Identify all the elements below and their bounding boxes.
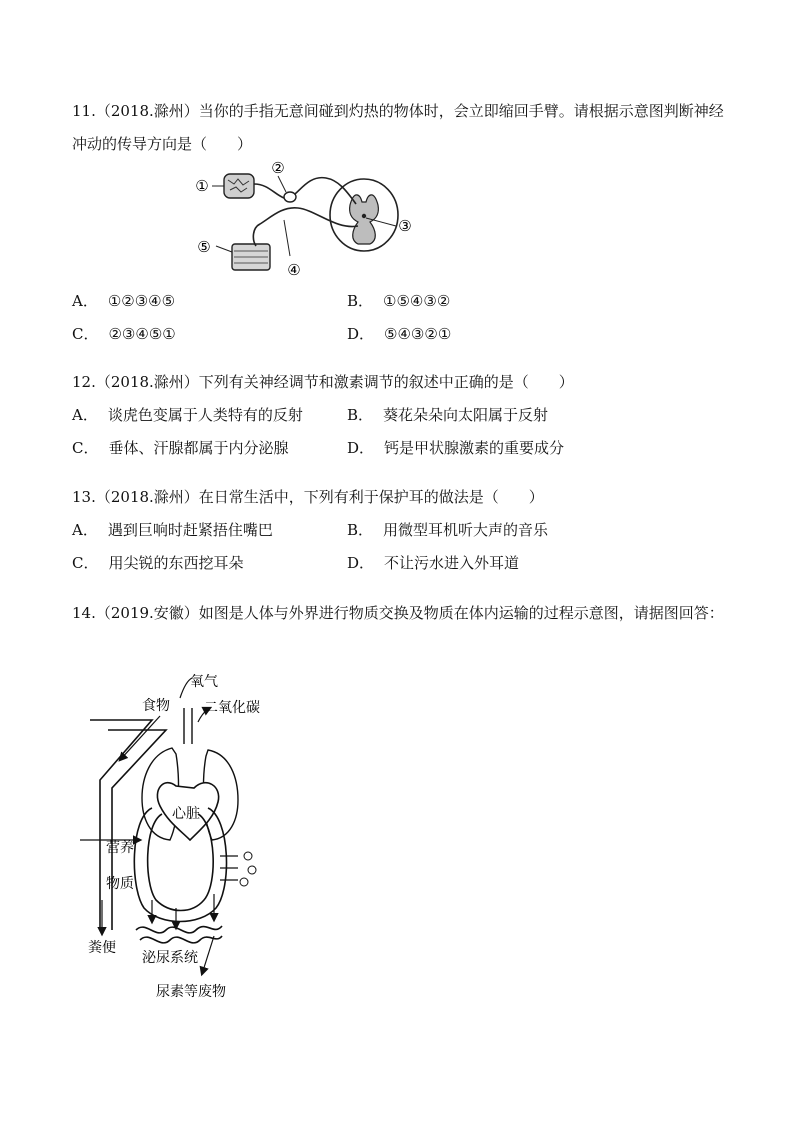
digestive-tract-outer [90,720,152,930]
option-b[interactable]: B． 葵花朵朵向太阳属于反射 [347,406,549,424]
ganglion [284,192,296,202]
question-12-stem: 12.（2018.滁州）下列有关神经调节和激素调节的叙述中正确的是（ ） [72,373,574,391]
question-13-stem: 13.（2018.滁州）在日常生活中，下列有利于保护耳的做法是（ ） [72,488,544,506]
label-4: ④ [287,261,301,279]
question-11 [72,95,732,161]
label-food: 食物 [142,698,170,714]
receptor-skin [224,174,254,198]
question-14-stem: 14.（2019.安徽）如图是人体与外界进行物质交换及物质在体内运输的过程示意图，请据图回答： [72,604,724,622]
circulation-figure [80,668,280,1008]
option-c[interactable]: C． 用尖锐的东西挖耳朵 [72,554,244,572]
option-b[interactable]: B． 用微型耳机听大声的音乐 [347,521,549,539]
label-5: ⑤ [197,238,211,256]
option-c[interactable]: C． 垂体、汗腺都属于内分泌腺 [72,439,289,457]
label-1: ① [195,177,209,195]
label-nutrient-1: 营养 [106,840,134,856]
label-co2: 二氧化碳 [204,700,260,716]
option-d[interactable]: D． ⑤④③②① [347,325,452,343]
urinary-tube [136,926,222,933]
option-b[interactable]: B． ①⑤④③② [347,292,451,310]
question-11-options [72,285,732,351]
option-d[interactable]: D． 钙是甲状腺激素的重要成分 [347,439,565,457]
option-a[interactable]: A． ①②③④⑤ [72,292,176,310]
label-urinary: 泌尿系统 [142,950,198,966]
option-a[interactable]: A． 遇到巨响时赶紧捂住嘴巴 [72,521,273,539]
question-13 [72,481,732,580]
reflex-arc-figure [186,160,420,284]
label-waste: 尿素等废物 [156,984,226,1000]
label-3: ③ [398,217,412,235]
option-c[interactable]: C． ②③④⑤① [72,325,176,343]
question-12 [72,366,732,465]
label-2: ② [271,160,285,177]
label-nutrient-2: 物质 [106,876,134,892]
question-11-stem: 11.（2018.滁州）当你的手指无意间碰到灼热的物体时，会立即缩回手臂。请根据示意图判断神经冲动的传导方向是（ ） [72,102,724,153]
label-heart: 心脏 [172,806,200,822]
label-oxygen: 氧气 [190,674,218,690]
option-a[interactable]: A． 谈虎色变属于人类特有的反射 [72,406,303,424]
option-d[interactable]: D． 不让污水进入外耳道 [347,554,520,572]
question-14 [72,597,732,630]
label-feces: 粪便 [88,940,116,956]
